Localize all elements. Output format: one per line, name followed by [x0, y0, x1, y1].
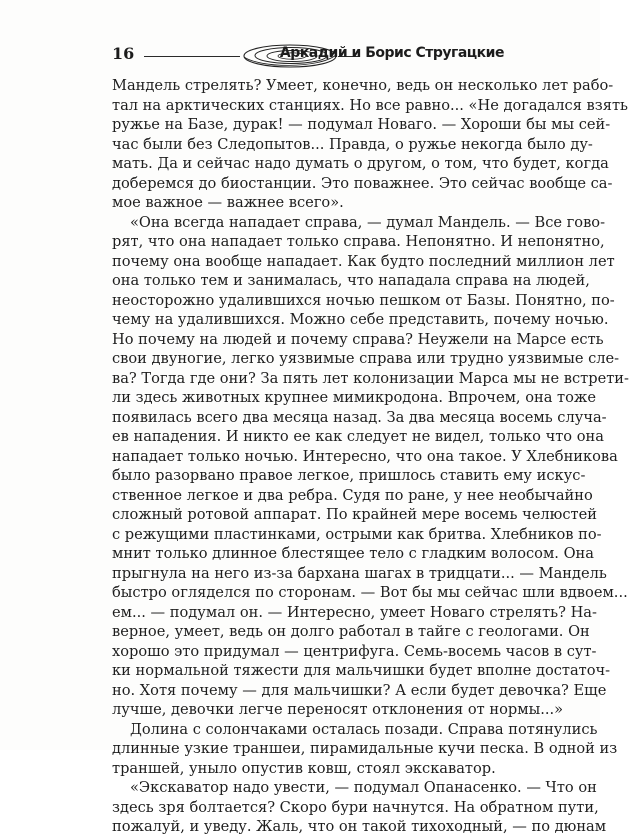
text-line: верное, умеет, ведь он долго работал в тайге с геологами. Он [112, 623, 590, 640]
text-line: хорошо это придумал — центрифуга. Семь-восемь часов в сут- [112, 642, 597, 660]
text-line: ли здесь животных крупнее мимикродона. Впрочем, она тоже [112, 389, 596, 406]
text-line: траншей, уныло опустив ковш, стоял экскаватор. [112, 759, 496, 777]
text-line: ки нормальной тяжести для мальчишки будет вполне достаточ- [112, 662, 611, 679]
text-line: Но почему на людей и почему справа? Неужели на Марсе есть [112, 330, 604, 348]
text-line: свои двуногие, легко уязвимые справа или трудно уязвимые сле- [112, 350, 620, 367]
text-line: прыгнула на него из-за бархана шагах в тридцати... — Мандель [112, 564, 607, 582]
text-line: чему на удалившихся. Можно себе представить, почему ночью. [112, 311, 609, 328]
text-line: почему она вообще нападает. Как будто последний миллион лет [112, 252, 615, 270]
text-line: сложный ротовой аппарат. По крайней мере восемь челюстей [112, 506, 597, 523]
text-line: доберемся до биостанции. Это поважнее. Это сейчас вообще са- [112, 174, 613, 192]
text-line: мать. Да и сейчас надо думать о другом, о том, что будет, когда [112, 155, 609, 172]
text-line: неосторожно удалившихся ночью пешком от Базы. Понятно, по- [112, 291, 615, 309]
text-line: Мандель стрелять? Умеет, конечно, ведь он несколько лет рабо- [112, 77, 614, 94]
text-line: лучше, девочки легче переносят отклонения от нормы...» [112, 701, 564, 718]
body-text [112, 76, 629, 837]
page-number: 16 [112, 44, 135, 63]
text-line: рят, что она нападает только справа. Непонятно. И непонятно, [112, 233, 605, 250]
text-line: ва? Тогда где они? За пять лет колонизации Марса мы не встрети- [112, 369, 629, 387]
text-line: ев нападения. И никто ее как следует не видел, только что она [112, 428, 604, 445]
text-line: нападает только ночью. Интересно, что она такое. У Хлебникова [112, 447, 618, 465]
text-line: было разорвано правое легкое, пришлось ставить ему искус- [112, 467, 586, 484]
text-line: появилась всего два месяца назад. За два месяца восемь случа- [112, 408, 607, 426]
text-line: с режущими пластинками, острыми как бритва. Хлебников по- [112, 525, 602, 543]
text-line: мнит только длинное блестящее тело с гладким волосом. Она [112, 545, 594, 562]
text-line: здесь зря болтается? Скоро бури начнутся. На обратном пути, [112, 798, 599, 816]
text-line: ем... — подумал он. — Интересно, умеет Новаго стрелять? На- [112, 603, 597, 621]
running-title: Аркадий и Борис Стругацкие [279, 45, 504, 61]
text-line: мое важное — важнее всего». [112, 194, 344, 211]
header-rule-left [144, 56, 240, 57]
text-line: пожалуй, и уведу. Жаль, что он такой тихоходный, — по дюнам [112, 818, 607, 835]
text-line: час были без Следопытов... Правда, о ружье некогда было ду- [112, 135, 593, 153]
text-line: она только тем и занималась, что нападала справа на людей, [112, 272, 590, 289]
text-line: быстро огляделся по сторонам. — Вот бы мы сейчас шли вдвоем... [112, 584, 628, 601]
page-header [112, 40, 504, 70]
text-line: «Она всегда нападает справа, — думал Мандель. — Все гово- [130, 213, 606, 231]
text-line: ружье на Базе, дурак! — подумал Новаго. — Хороши бы мы сей- [112, 116, 611, 133]
text-line: но. Хотя почему — для мальчишки? А если будет девочка? Еще [112, 681, 607, 699]
text-line: длинные узкие траншеи, пирамидальные кучи песка. В одной из [112, 740, 618, 757]
text-line: тал на арктических станциях. Но все равно... «Не догадался взять [112, 96, 628, 114]
text-line: ственное легкое и два ребра. Судя по ране, у нее необычайно [112, 486, 593, 504]
text-line: «Экскаватор надо увести, — подумал Опанасенко. — Что он [130, 779, 597, 796]
text-line: Долина с солончаками осталась позади. Справа потянулись [130, 720, 598, 738]
